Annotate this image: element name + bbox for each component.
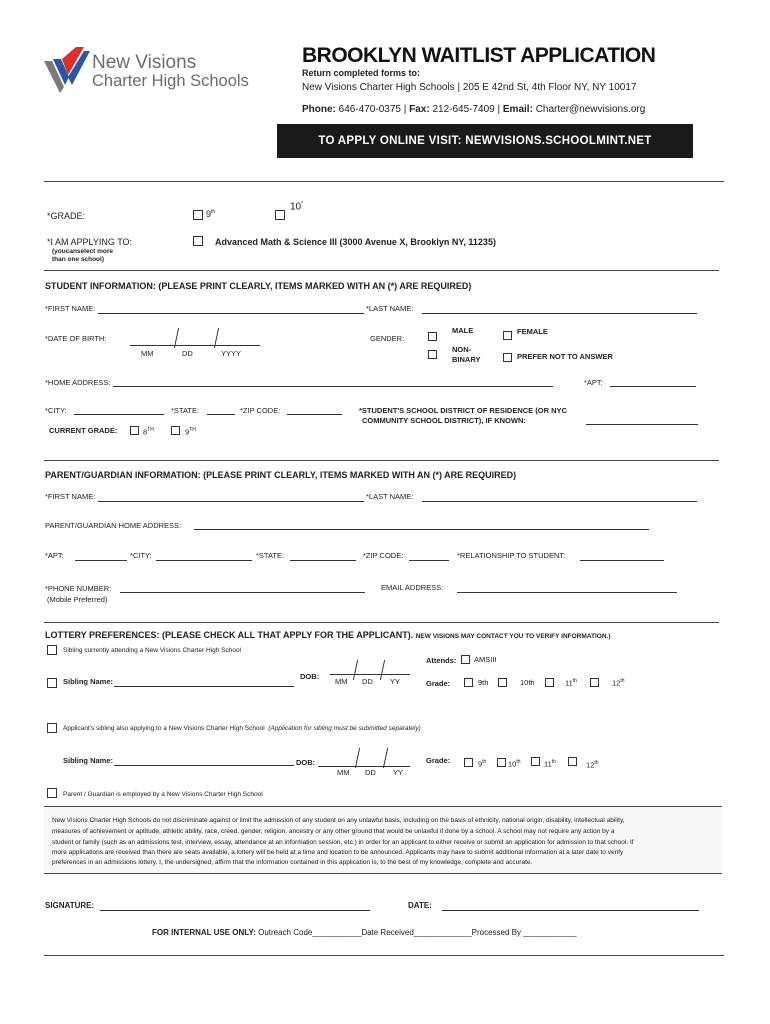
applying-note-2: than one school) — [52, 256, 104, 263]
divider — [44, 622, 719, 623]
disclaimer-line: measures of achievement or aptitude, athletic ability, race, creed, gender, religion, ancestry or any other ground that would be unlawful if done by a school. A school may not require any action by a — [52, 828, 615, 835]
current-grade-8-label: 8TH — [143, 427, 154, 437]
parent-first-name-field[interactable] — [98, 501, 364, 502]
disclaimer-line: preferences in an admissions lottery. I, the undersigned, affirm that the information contained in this application is, to the best of my knowledge, complete and accurate. — [52, 859, 533, 866]
mobile-note: (Mobile Preferred) — [47, 595, 108, 604]
grade-10-label: 10* — [290, 201, 304, 213]
current-grade-9-checkbox[interactable] — [171, 426, 180, 435]
date-field[interactable] — [442, 910, 699, 911]
divider — [44, 270, 719, 271]
state-label: *STATE: — [171, 406, 200, 415]
gender-prefer-not-label: PREFER NOT TO ANSWER — [517, 352, 613, 361]
apt-label: *APT: — [584, 378, 603, 387]
dob-separator — [383, 748, 388, 768]
parent-apt-field[interactable] — [75, 560, 127, 561]
banner-text: TO APPLY ONLINE VISIT: NEWVISIONS.SCHOOLMINT.NET — [318, 135, 652, 147]
grade-9-checkbox[interactable] — [193, 210, 203, 220]
phone-label: *PHONE NUMBER: — [45, 584, 112, 593]
sibling-grade-2-10-label: 10th — [508, 759, 521, 769]
internal-use: FOR INTERNAL USE ONLY: Outreach Code___________Date Received_____________Processed By ____________ — [152, 928, 577, 937]
divider — [44, 460, 719, 461]
sibling-attending-checkbox[interactable] — [47, 645, 57, 655]
parent-apt-label: *APT: — [45, 551, 64, 560]
disclaimer-line: New Visions Charter High Schools do not discriminate against or limit the admission of any student on any unlawful basis, including on the basis of ethnicity, national origin, disability, intellectual ability, — [52, 817, 625, 824]
sibling-dob-2-mm: MM — [337, 768, 350, 777]
dob-mm: MM — [141, 349, 154, 358]
sibling-grade-2-9-checkbox[interactable] — [464, 758, 473, 767]
parent-city-field[interactable] — [156, 560, 252, 561]
gender-nonbinary-label: NON- BINARY — [452, 345, 481, 364]
divider — [44, 955, 724, 956]
parent-heading: PARENT/GUARDIAN INFORMATION: (PLEASE PRINT CLEARLY, ITEMS MARKED WITH AN (*) ARE REQUIRED) — [45, 470, 517, 480]
sibling-dob-2-field[interactable] — [318, 766, 410, 767]
grade-10-checkbox[interactable] — [275, 210, 285, 220]
home-address-label: *HOME ADDRESS: — [45, 378, 111, 387]
attends-amsiii-checkbox[interactable] — [461, 655, 470, 664]
applying-label: *I AM APPLYING TO: — [47, 237, 133, 247]
contact-line: Phone: 646-470-0375 | Fax: 212-645-7409 | Email: Charter@newvisions.org — [302, 104, 646, 115]
student-heading: STUDENT INFORMATION: (PLEASE PRINT CLEARLY, ITEMS MARKED WITH AN (*) ARE REQUIRED) — [45, 281, 472, 291]
parent-last-name-label: *LAST NAME: — [366, 492, 414, 501]
signature-field[interactable] — [100, 910, 370, 911]
sibling-dob-mm: MM — [335, 677, 348, 686]
email-label: EMAIL ADDRESS: — [381, 583, 444, 592]
sibling-grade-2-11-label: 11th — [544, 759, 556, 769]
sibling-dob-2-yy: YY — [393, 768, 404, 777]
gender-prefer-not-checkbox[interactable] — [503, 353, 512, 362]
sibling-attending-label: Sibling currently attending a New Visions Charter High School — [63, 647, 242, 654]
sibling-grade-9-checkbox[interactable] — [464, 678, 473, 687]
sibling-name-field[interactable] — [114, 686, 294, 687]
parent-zip-field[interactable] — [409, 560, 449, 561]
gender-female-label: FEMALE — [517, 327, 548, 336]
parent-employed-label: Parent / Guardian is employed by a New Visions Charter High School — [63, 791, 263, 798]
dob-separator — [353, 660, 358, 680]
parent-last-name-field[interactable] — [422, 501, 697, 502]
current-grade-label: CURRENT GRADE: — [49, 426, 118, 435]
student-first-name-label: *FIRST NAME: — [45, 304, 96, 313]
grade-label: *GRADE: — [47, 211, 86, 221]
disclaimer-line: student or family (such as an admissions test, interview, essay, attendance at an information session, etc.) in order for an applicant to either receive or submit an application for admission to that school. If — [52, 839, 634, 846]
dob-yyyy: YYYY — [221, 349, 242, 358]
zip-field[interactable] — [287, 414, 342, 415]
logo-line2: Charter High Schools — [92, 72, 249, 90]
sibling-applying-checkbox[interactable] — [47, 723, 57, 733]
parent-city-label: *CITY: — [130, 551, 152, 560]
current-grade-9-label: 9TH — [185, 427, 196, 437]
sibling-name-2-label: Sibling Name: — [63, 756, 114, 765]
sibling-grade-label: Grade: — [426, 679, 451, 688]
attends-label: Attends: — [426, 656, 457, 665]
dob-separator — [380, 660, 385, 680]
current-grade-8-checkbox[interactable] — [130, 426, 139, 435]
school-amsiii-checkbox[interactable] — [193, 236, 203, 246]
date-label: DATE: — [408, 901, 432, 910]
parent-zip-label: *ZIP CODE: — [363, 551, 404, 560]
logo-line1: New Visions — [92, 52, 197, 73]
parent-employed-checkbox[interactable] — [47, 788, 57, 798]
school-amsiii-label: Advanced Math & Science III (3000 Avenue X, Brooklyn NY, 11235) — [215, 237, 496, 247]
zip-label: *ZIP CODE: — [240, 406, 281, 415]
apply-online-banner — [277, 124, 693, 158]
sibling-grade-11-checkbox[interactable] — [545, 678, 554, 687]
sibling-grade-11-label: 11th — [565, 678, 577, 688]
apt-field[interactable] — [610, 386, 696, 387]
city-field[interactable] — [74, 414, 164, 415]
sibling-grade-12-checkbox[interactable] — [590, 678, 599, 687]
gender-label: GENDER: — [370, 334, 405, 343]
sibling-grade-2-9-label: 9th — [478, 759, 487, 769]
sibling-name-2-field[interactable] — [114, 765, 294, 766]
parent-address-label: PARENT/GUARDIAN HOME ADDRESS: — [45, 521, 182, 530]
divider — [44, 181, 724, 182]
relationship-field[interactable] — [580, 560, 664, 561]
district-label-1: *STUDENT'S SCHOOL DISTRICT OF RESIDENCE (OR NYC — [359, 406, 567, 415]
sibling-grade-10-checkbox[interactable] — [498, 678, 507, 687]
gender-male-checkbox[interactable] — [428, 332, 437, 341]
dob-field[interactable] — [130, 345, 260, 346]
page-title: BROOKLYN WAITLIST APPLICATION — [302, 44, 656, 67]
dob-label: *DATE OF BIRTH: — [45, 334, 107, 343]
phone-field[interactable] — [120, 592, 365, 593]
sibling-dob-dd: DD — [362, 677, 373, 686]
city-label: *CITY: — [45, 406, 67, 415]
sibling-grade-9-label: 9th — [478, 678, 489, 687]
sibling-name-label: Sibling Name: — [63, 677, 114, 686]
parent-state-field[interactable] — [290, 560, 356, 561]
sibling-grade-2-10-checkbox[interactable] — [497, 758, 506, 767]
sibling-dob-2-label: DOB: — [296, 758, 316, 767]
gender-nonbinary-checkbox[interactable] — [428, 350, 437, 359]
sibling-applying-label: Applicant's sibling also applying to a New Visions Charter High School (Application for sibling must be submitted separately) — [63, 725, 421, 732]
disclaimer-line: more applications are received than there are seats available, a lottery will be held at a time and location to be announced. Applicants may have to submit additional information at a later date to verify — [52, 849, 624, 856]
parent-first-name-label: *FIRST NAME: — [45, 492, 96, 501]
sibling-grade-2-12-label: 12th — [586, 760, 599, 770]
email-field[interactable] — [457, 592, 677, 593]
student-last-name-field[interactable] — [422, 313, 697, 314]
sibling-name-checkbox[interactable] — [47, 678, 57, 688]
sibling-grade-2-label: Grade: — [426, 756, 451, 765]
applying-note-1: (youcanselect more — [52, 248, 114, 255]
signature-label: SIGNATURE: — [45, 901, 95, 910]
student-first-name-field[interactable] — [98, 313, 364, 314]
sibling-grade-10-label: 10th — [520, 678, 535, 687]
sibling-grade-2-12-checkbox[interactable] — [568, 757, 577, 766]
attends-amsiii-label: AMSIII — [474, 655, 497, 664]
sibling-dob-yy: YY — [390, 677, 401, 686]
return-label: Return completed forms to: — [302, 68, 421, 78]
lottery-heading: LOTTERY PREFERENCES: (PLEASE CHECK ALL THAT APPLY FOR THE APPLICANT). NEW VISIONS MAY CONTACT YOU TO VERIFY INFORMATION.) — [45, 630, 611, 640]
parent-address-field[interactable] — [194, 529, 649, 530]
district-label-2: COMMUNITY SCHOOL DISTRICT), IF KNOWN: — [362, 416, 526, 425]
mailing-address: New Visions Charter High Schools | 205 E 42nd St, 4th Floor NY, NY 10017 — [302, 82, 637, 93]
parent-state-label: *STATE: — [256, 551, 285, 560]
state-field[interactable] — [207, 414, 235, 415]
gender-female-checkbox[interactable] — [503, 331, 512, 340]
student-last-name-label: *LAST NAME: — [366, 304, 414, 313]
sibling-dob-2-dd: DD — [365, 768, 376, 777]
sibling-dob-field[interactable] — [330, 674, 410, 675]
home-address-field[interactable] — [113, 386, 553, 387]
sibling-dob-label: DOB: — [300, 672, 320, 681]
gender-male-label: MALE — [452, 326, 474, 335]
dob-dd: DD — [182, 349, 193, 358]
sibling-grade-12-label: 12th — [612, 678, 625, 688]
grade-9-label: 9th — [206, 209, 216, 219]
relationship-label: *RELATIONSHIP TO STUDENT: — [457, 551, 566, 560]
district-field[interactable] — [586, 424, 698, 425]
sibling-grade-2-11-checkbox[interactable] — [531, 757, 540, 766]
dob-separator — [355, 748, 360, 768]
new-visions-logo-icon — [44, 47, 90, 93]
logo — [44, 45, 274, 97]
